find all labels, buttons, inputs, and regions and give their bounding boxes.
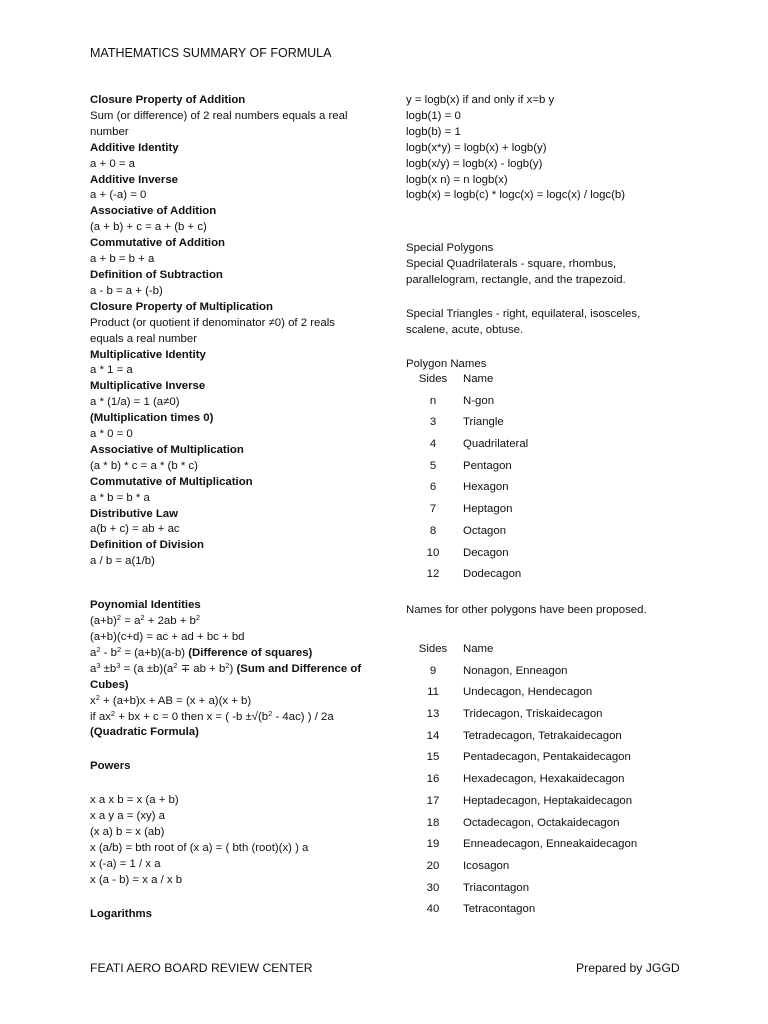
cell-sides: 8 xyxy=(429,524,437,537)
table-row xyxy=(406,391,706,413)
heading-polynomial-identities: Poynomial Identities xyxy=(90,599,201,612)
formula-power-4: x (a/b) = bth root of (x a) = ( bth (root)(x) ) a xyxy=(90,841,309,854)
text-special-quadrilaterals-2: parallelogram, rectangle, and the trapezoid. xyxy=(406,274,626,287)
cell-sides: 30 xyxy=(426,881,440,894)
cell-sides: 4 xyxy=(429,438,437,451)
table-row xyxy=(406,726,726,748)
table-row xyxy=(406,791,726,813)
heading-commutative-addition: Commutative of Addition xyxy=(90,237,225,250)
formula-log-4: logb(x*y) = logb(x) + logb(y) xyxy=(406,141,547,154)
heading-additive-inverse: Additive Inverse xyxy=(90,173,178,186)
cell-name: Octagon xyxy=(463,524,507,537)
table-row xyxy=(406,499,706,521)
heading-distributive-law: Distributive Law xyxy=(90,507,178,520)
heading-multiplication-zero: (Multiplication times 0) xyxy=(90,412,214,425)
table-row xyxy=(406,477,706,499)
formula-power-3: (x a) b = x (ab) xyxy=(90,826,165,839)
cell-name: Triacontagon xyxy=(463,881,530,894)
label-cubes: Cubes) xyxy=(90,678,129,691)
cell-name: Pentadecagon, Pentakaidecagon xyxy=(463,751,631,764)
label-quadratic-formula: (Quadratic Formula) xyxy=(90,726,199,739)
table-row xyxy=(406,456,706,478)
formula-log-5: logb(x/y) = logb(x) - logb(y) xyxy=(406,157,543,170)
heading-polygon-names: Polygon Names xyxy=(406,357,487,370)
cell-sides: 9 xyxy=(429,664,437,677)
formula-difference-of-squares: $a^2 - b^2 = (a+b)(a-b)$ (Difference of squares) xyxy=(90,644,313,659)
table-row xyxy=(406,704,726,726)
formula-distributive-law: a(b + c) = ab + ac xyxy=(90,523,180,536)
table-row xyxy=(406,682,726,704)
cell-name: Octadecagon, Octakaidecagon xyxy=(463,816,620,829)
formula-factored-quadratic: $x^2 + (a+b)x$ + AB = (x + a)(x + b) xyxy=(90,692,252,707)
cell-sides: 40 xyxy=(426,903,440,916)
formula-power-5: x (-a) = 1 / x a xyxy=(90,857,161,870)
cell-name: Quadrilateral xyxy=(463,438,529,451)
table-row xyxy=(406,412,706,434)
header-name: Name xyxy=(463,373,494,385)
cell-sides: 14 xyxy=(426,729,440,742)
footer-author: Prepared by JGGD xyxy=(576,961,680,975)
heading-special-polygons: Special Polygons xyxy=(406,242,494,255)
formula-additive-identity: a + 0 = a xyxy=(90,157,135,170)
cell-name: Tridecagon, Triskaidecagon xyxy=(463,708,603,721)
formula-quadratic: if $ax^2$ + bx + c = 0 then x = ( $-b \pm√(b^2 - 4ac)$ ) / 2a xyxy=(90,708,334,723)
text-closure-multiplication-1: Product (or quotient if denominator ≠0) of 2 reals xyxy=(90,316,335,329)
heading-definition-division: Definition of Division xyxy=(90,539,204,552)
cell-name: Heptadecagon, Heptakaidecagon xyxy=(463,794,633,807)
formula-commutative-addition: a + b = b + a xyxy=(90,253,155,266)
cell-sides: 3 xyxy=(429,416,437,429)
heading-closure-multiplication: Closure Property of Multiplication xyxy=(90,300,273,313)
cell-sides: 18 xyxy=(426,816,440,829)
heading-additive-identity: Additive Identity xyxy=(90,141,179,154)
formula-log-3: logb(b) = 1 xyxy=(406,125,461,138)
text-closure-multiplication-2: equals a real number xyxy=(90,332,198,345)
header-name: Name xyxy=(463,643,494,655)
cell-sides: 10 xyxy=(426,546,440,559)
formula-log-2: logb(1) = 0 xyxy=(406,109,461,122)
cell-sides: 17 xyxy=(426,794,440,807)
cell-sides: 11 xyxy=(427,686,439,699)
cell-name: Heptagon xyxy=(463,503,513,516)
page-title: MATHEMATICS SUMMARY OF FORMULA xyxy=(90,46,332,60)
formula-definition-subtraction: a - b = a + (-b) xyxy=(90,284,163,297)
table-row xyxy=(406,434,706,456)
heading-closure-addition: Closure Property of Addition xyxy=(90,94,246,106)
heading-associative-multiplication: Associative of Multiplication xyxy=(90,443,244,456)
table-row xyxy=(406,564,706,586)
other-polygon-names-table xyxy=(406,639,726,921)
cell-name: Icosagon xyxy=(463,859,510,872)
formula-commutative-multiplication: a * b = b * a xyxy=(90,491,150,504)
formula-definition-division: a / b = a(1/b) xyxy=(90,555,155,568)
formula-log-6: logb(x n) = n logb(x) xyxy=(406,173,508,186)
cell-sides: 19 xyxy=(426,838,440,851)
table-row xyxy=(406,521,706,543)
header-sides: Sides xyxy=(418,643,448,655)
cell-name: Dodecagon xyxy=(463,568,522,581)
heading-commutative-multiplication: Commutative of Multiplication xyxy=(90,475,253,488)
text-closure-addition-2: number xyxy=(90,125,129,138)
formula-associative-multiplication: (a * b) * c = a * (b * c) xyxy=(90,459,198,472)
cell-sides: 13 xyxy=(426,708,440,721)
table-row xyxy=(406,543,706,565)
cell-sides: 12 xyxy=(426,568,440,581)
heading-multiplicative-identity: Multiplicative Identity xyxy=(90,348,206,361)
header-sides: Sides xyxy=(418,373,448,385)
formula-power-1: x a x b = x (a + b) xyxy=(90,794,179,807)
text-special-triangles-2: scalene, acute, obtuse. xyxy=(406,323,524,336)
formula-square-of-sum: $(a+b)^2 = a^2 + 2ab + b^2$ xyxy=(90,613,201,628)
cell-name: Hexadecagon, Hexakaidecagon xyxy=(463,773,625,786)
heading-definition-subtraction: Definition of Subtraction xyxy=(90,268,223,281)
cell-name: Hexagon xyxy=(463,481,509,494)
table-header-row xyxy=(406,369,706,391)
cell-name: Decagon xyxy=(463,546,509,559)
table-row xyxy=(406,769,726,791)
cell-name: N-gon xyxy=(463,394,495,407)
text-special-quadrilaterals-1: Special Quadrilaterals - square, rhombus, xyxy=(406,258,617,271)
table-row xyxy=(406,834,726,856)
heading-logarithms: Logarithms xyxy=(90,907,153,920)
cell-name: Enneadecagon, Enneakaidecagon xyxy=(463,838,638,851)
cell-sides: 6 xyxy=(429,481,437,494)
cell-name: Undecagon, Hendecagon xyxy=(463,686,593,699)
cell-sides: 16 xyxy=(426,773,440,786)
table-row xyxy=(406,747,726,769)
cell-sides: n xyxy=(429,394,437,407)
cell-sides: 7 xyxy=(429,503,437,516)
table-row xyxy=(406,813,726,835)
cell-sides: 15 xyxy=(426,751,440,764)
formula-multiplication-zero: a * 0 = 0 xyxy=(90,428,133,441)
formula-additive-inverse: a + (-a) = 0 xyxy=(90,189,147,202)
formula-multiplicative-inverse: a * (1/a) = 1 (a≠0) xyxy=(90,396,180,409)
heading-multiplicative-inverse: Multiplicative Inverse xyxy=(90,380,206,393)
table-row xyxy=(406,856,726,878)
text-special-triangles-1: Special Triangles - right, equilateral, isosceles, xyxy=(406,308,641,321)
table-header-row xyxy=(406,639,726,661)
left-column xyxy=(90,93,370,923)
heading-associative-addition: Associative of Addition xyxy=(90,205,217,218)
table-row xyxy=(406,899,726,921)
formula-multiplicative-identity: a * 1 = a xyxy=(90,364,133,377)
formula-sum-difference-cubes: $a^3 \pm b^3 = (a \pm b)(a^2$ ∓ ab + $b^2$) (Sum and Difference of xyxy=(90,660,362,675)
cell-name: Nonagon, Enneagon xyxy=(463,664,568,677)
formula-log-1: y = logb(x) if and only if x=b y xyxy=(406,94,555,106)
right-column xyxy=(406,93,706,373)
table-row xyxy=(406,661,726,683)
text-closure-addition-1: Sum (or difference) of 2 real numbers equals a real xyxy=(90,109,348,122)
other-polygons-note: Names for other polygons have been proposed. xyxy=(406,604,647,616)
cell-name: Tetracontagon xyxy=(463,903,536,916)
cell-name: Tetradecagon, Tetrakaidecagon xyxy=(463,729,622,742)
formula-power-6: x (a - b) = x a / x b xyxy=(90,873,183,886)
cell-sides: 20 xyxy=(426,859,440,872)
cell-name: Pentagon xyxy=(463,459,512,472)
formula-power-2: x a y a = (xy) a xyxy=(90,810,166,823)
formula-associative-addition: (a + b) + c = a + (b + c) xyxy=(90,221,207,234)
formula-log-7: logb(x) = logb(c) * logc(x) = logc(x) / logc(b) xyxy=(406,189,626,202)
heading-powers: Powers xyxy=(90,760,131,773)
cell-name: Triangle xyxy=(463,416,504,429)
footer-center-name: FEATI AERO BOARD REVIEW CENTER xyxy=(90,961,313,975)
polygon-names-table xyxy=(406,369,706,586)
table-row xyxy=(406,878,726,900)
formula-binomial-product: (a+b)(c+d) = ac + ad + bc + bd xyxy=(90,631,245,643)
cell-sides: 5 xyxy=(429,459,437,472)
